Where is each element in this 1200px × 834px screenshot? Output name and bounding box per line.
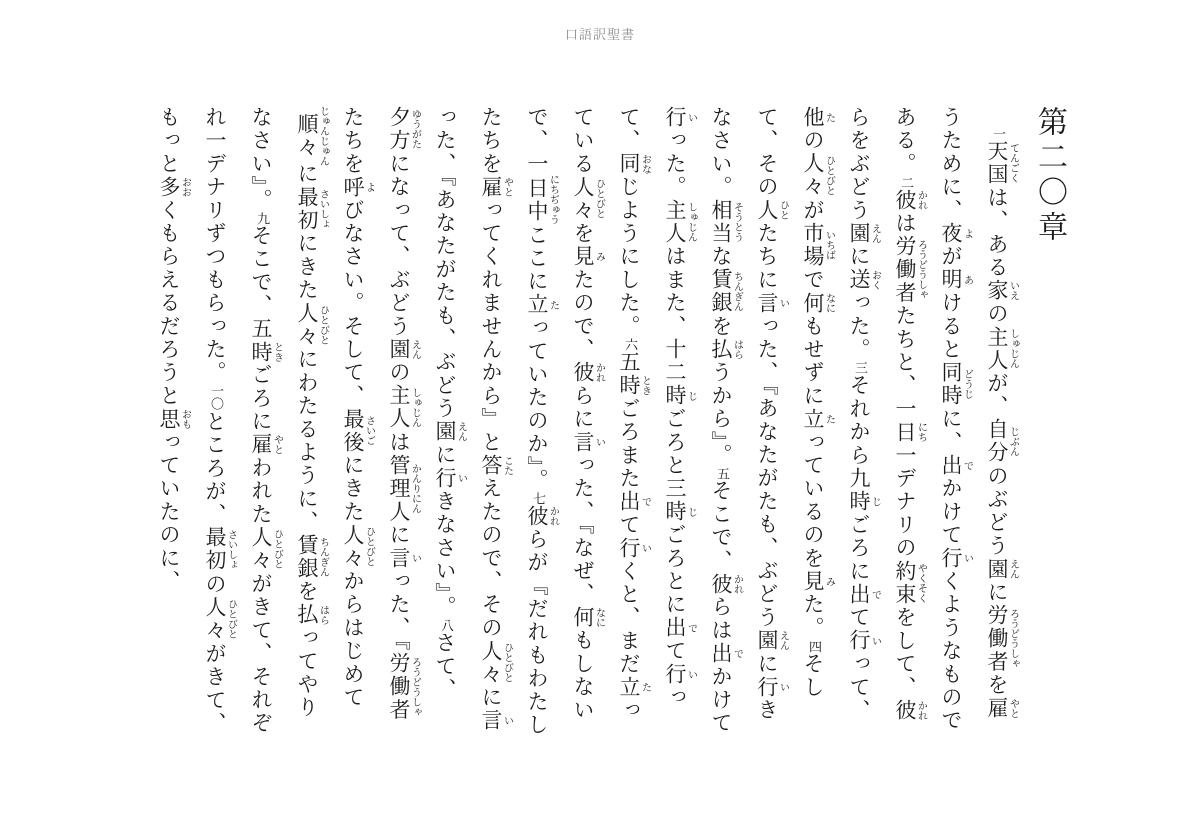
text-segment: を: [709, 314, 733, 339]
text-segment: うから』。: [709, 361, 733, 467]
furigana-segment: 行い: [663, 106, 697, 130]
furigana-segment: 相当そうとう: [709, 198, 743, 246]
verse-number: 三: [852, 361, 867, 375]
verse-number: 二: [898, 175, 913, 189]
text-segment: に: [755, 652, 779, 676]
text-segment: のぶどう: [985, 464, 1009, 558]
furigana-segment: 人々ひとびと: [341, 523, 375, 571]
passage-text: [146, 106, 1020, 738]
furigana-segment: 最初さいしょ: [295, 185, 329, 233]
furigana-segment: 園えん: [433, 420, 467, 444]
furigana-segment: 労働者ろうどうしゃ: [893, 235, 927, 305]
furigana-segment: 言い: [755, 291, 789, 315]
text-segment: に: [433, 443, 457, 467]
furigana-segment: 行い: [617, 536, 651, 560]
text-segment: ここに: [525, 223, 549, 294]
furigana-segment: 人々ひとびと: [479, 639, 513, 687]
text-segment: に: [985, 580, 1009, 605]
furigana-segment: 主人しゅじん: [985, 325, 1019, 373]
text-segment: は: [893, 211, 917, 236]
text-segment: た。: [801, 593, 825, 640]
furigana-segment: 時じ: [663, 384, 697, 408]
furigana-segment: 自分じぶん: [985, 418, 1019, 465]
verse-number: 一: [990, 127, 1005, 140]
text-segment: に: [295, 162, 319, 186]
text-segment: の: [801, 129, 825, 153]
text-segment: が: [939, 245, 963, 269]
furigana-segment: 賃銀ちんぎん: [295, 533, 329, 581]
furigana-segment: 日にち: [893, 420, 927, 444]
furigana-segment: 同時どうじ: [939, 361, 973, 408]
text-segment: っていたのに、: [157, 430, 181, 594]
furigana-segment: 言い: [387, 546, 421, 571]
furigana-segment: 時とき: [617, 374, 651, 398]
verse-number: 一〇: [208, 384, 223, 411]
text-segment: それから九: [847, 374, 871, 491]
furigana-segment: 雇やと: [479, 175, 513, 199]
furigana-segment: 出で: [617, 490, 651, 514]
text-segment: っているのを: [801, 430, 825, 571]
furigana-segment: 彼かれ: [525, 504, 559, 528]
text-segment: びなさい。そして、: [341, 198, 365, 408]
verse-number: 九: [254, 211, 269, 225]
furigana-segment: 他た: [801, 106, 835, 130]
furigana-segment: 園えん: [847, 222, 881, 246]
text-segment: って、: [617, 106, 687, 710]
furigana-segment: 人ひと: [755, 198, 789, 223]
text-segment: った、『なぜ、: [571, 454, 595, 606]
text-segment: がきて、もっと: [157, 106, 227, 736]
text-segment: らをぶどう: [847, 106, 871, 222]
text-segment: を: [571, 222, 595, 246]
text-segment: われた: [249, 456, 273, 527]
text-segment: の: [985, 302, 1009, 326]
text-segment: て: [617, 513, 641, 537]
text-segment: にきた: [295, 232, 319, 302]
text-segment: 五: [617, 351, 641, 375]
furigana-segment: 約束やくそく: [893, 559, 927, 607]
text-segment: をして、: [893, 606, 917, 700]
furigana-segment: 人々ひとびと: [571, 175, 605, 223]
text-segment: に: [479, 686, 503, 710]
furigana-segment: 何なに: [801, 291, 835, 315]
furigana-segment: 行い: [755, 675, 789, 699]
furigana-segment: 順々じゅんじゅん: [295, 106, 329, 166]
furigana-segment: 時じ: [663, 500, 697, 524]
text-segment: たちに: [755, 222, 779, 292]
text-segment: の: [387, 361, 411, 385]
furigana-segment: 人々ひとびと: [801, 152, 835, 199]
furigana-segment: 立た: [617, 675, 651, 700]
text-segment: で: [801, 268, 825, 292]
text-segment: ところが、: [203, 410, 227, 527]
furigana-segment: 送おく: [847, 268, 881, 292]
text-segment: かけて: [939, 477, 963, 547]
furigana-segment: 夜よ: [939, 222, 973, 246]
text-segment: がきて、それぞれ一デナリずつもらった。: [203, 106, 273, 735]
furigana-segment: 時とき: [249, 340, 283, 364]
text-segment: らは: [709, 595, 733, 643]
furigana-segment: 主人しゅじん: [387, 384, 421, 431]
text-segment: に: [847, 245, 871, 269]
text-segment: けると: [939, 291, 963, 362]
text-segment: は、ある: [985, 186, 1009, 280]
text-segment: かけて: [709, 665, 733, 735]
text-segment: たので、: [571, 268, 595, 362]
furigana-segment: 払はら: [295, 603, 329, 627]
furigana-segment: 思おも: [157, 407, 191, 431]
text-segment: った、『: [387, 570, 411, 653]
scripture-block: [146, 106, 1078, 738]
text-segment: が、: [985, 372, 1009, 419]
furigana-segment: 夕方ゆうがた: [387, 106, 421, 153]
document-title: 口語訳聖書: [564, 28, 635, 43]
text-segment: ってやりなさい』。: [249, 106, 319, 720]
text-segment: らが『だれもわたしたちを: [479, 106, 549, 737]
furigana-segment: 出で: [709, 642, 743, 666]
text-segment: たちと、一: [893, 304, 917, 421]
furigana-segment: 園えん: [985, 557, 1019, 581]
text-segment: らに: [571, 384, 595, 431]
text-segment: くもらえるだろうと: [157, 198, 181, 408]
furigana-segment: 賃銀ちんぎん: [709, 268, 743, 315]
text-segment: て: [663, 639, 687, 663]
text-segment: もせずに: [801, 314, 825, 408]
furigana-segment: 雇やと: [249, 433, 283, 457]
furigana-segment: 行い: [847, 629, 881, 653]
text-segment: に: [387, 523, 411, 547]
furigana-segment: 雇やと: [985, 696, 1019, 721]
text-segment: に、: [939, 407, 963, 455]
text-segment: った、『あなたがたも、ぶどう: [755, 314, 779, 630]
furigana-segment: 人々ひとびと: [203, 596, 237, 643]
text-segment: ごろと三: [663, 407, 687, 501]
furigana-segment: 主人しゅじん: [663, 198, 697, 246]
text-segment: もしないで、一: [525, 106, 595, 722]
text-segment: うために、: [939, 106, 963, 222]
text-segment: ごろまた: [617, 397, 641, 491]
furigana-segment: 明あ: [939, 268, 973, 292]
furigana-segment: 人々ひとびと: [295, 301, 329, 349]
text-segment: きなさい』。: [433, 489, 457, 619]
furigana-segment: 労働者ろうどうしゃ: [985, 604, 1019, 674]
furigana-segment: 見み: [801, 570, 835, 594]
text-segment: った。: [847, 291, 871, 362]
furigana-segment: 出で: [847, 583, 881, 607]
furigana-segment: 日中にちぢゅう: [525, 174, 559, 225]
furigana-segment: 行い: [939, 546, 973, 571]
verse-number: 四: [806, 639, 821, 653]
furigana-segment: 園えん: [755, 629, 789, 653]
text-segment: っている: [571, 106, 641, 723]
furigana-segment: 言い: [479, 709, 513, 733]
text-segment: の: [203, 572, 227, 597]
text-segment: そして、その: [755, 106, 825, 700]
furigana-segment: 労働者ろうどうしゃ: [387, 652, 421, 722]
furigana-segment: 天国てんごく: [985, 140, 1019, 187]
furigana-segment: 何なに: [571, 605, 605, 630]
text-segment: は: [387, 430, 411, 455]
furigana-segment: 立た: [801, 407, 835, 431]
text-segment: そこで、: [709, 479, 733, 573]
furigana-segment: 言い: [571, 430, 605, 455]
furigana-segment: 見み: [571, 245, 605, 269]
text-segment: ごろとに: [663, 523, 687, 617]
verse-number: 五: [714, 466, 729, 480]
verse-number: 八: [438, 618, 453, 632]
furigana-segment: 多おお: [157, 175, 191, 199]
furigana-segment: 立た: [525, 293, 559, 317]
text-segment: そこで、五: [249, 224, 273, 341]
furigana-segment: 家いえ: [985, 279, 1019, 303]
text-segment: にきた: [341, 454, 365, 524]
text-segment: にわたるように、: [295, 348, 319, 534]
furigana-segment: 彼かれ: [571, 361, 605, 385]
text-segment: くと、まだ: [617, 559, 641, 676]
verse-number: 六: [622, 338, 637, 352]
text-segment: ってくれませんから』と: [479, 198, 503, 455]
verse-number: 七: [530, 491, 545, 505]
text-segment: じようにした。: [617, 175, 641, 339]
text-segment: を: [985, 673, 1009, 697]
furigana-segment: 彼かれ: [893, 188, 927, 212]
text-segment: さて、: [433, 631, 457, 702]
furigana-segment: 園えん: [387, 338, 421, 362]
chapter-heading: 第二〇章: [1032, 106, 1067, 246]
text-segment: はまた、十二: [663, 245, 687, 385]
furigana-segment: 行い: [663, 662, 697, 687]
text-segment: が: [801, 198, 825, 223]
text-segment: ごろに: [847, 513, 871, 584]
furigana-segment: 出で: [939, 454, 973, 478]
furigana-segment: 答こた: [479, 454, 513, 478]
furigana-segment: 最後さいご: [341, 407, 375, 455]
text-segment: くようなものである。: [893, 106, 963, 733]
text-segment: った、『あなたがたも、ぶどう: [433, 106, 457, 421]
text-segment: った。: [663, 129, 687, 199]
furigana-segment: 同おな: [617, 152, 651, 176]
furigana-segment: 時じ: [847, 490, 881, 514]
text-segment: っていたのか』。: [525, 316, 549, 492]
furigana-segment: 人々ひとびと: [249, 526, 283, 573]
furigana-segment: 呼よ: [341, 175, 375, 199]
text-segment: からはじめて: [341, 570, 365, 710]
text-segment: 一デナリの: [893, 443, 917, 560]
text-segment: って、: [847, 652, 871, 723]
text-segment: て: [847, 606, 871, 630]
furigana-segment: 彼かれ: [709, 572, 743, 596]
furigana-segment: 行い: [433, 466, 467, 490]
text-segment: えたので、その: [479, 477, 503, 640]
text-segment: たちを: [341, 106, 365, 176]
text-segment: な: [709, 245, 733, 269]
text-segment: になって、ぶどう: [387, 152, 411, 339]
text-segment: を: [295, 580, 319, 604]
furigana-segment: 彼かれ: [893, 699, 927, 723]
furigana-segment: 払はら: [709, 338, 743, 362]
furigana-segment: 出で: [663, 616, 697, 640]
text-segment: ごろに: [249, 363, 273, 434]
furigana-segment: 市場いちば: [801, 222, 835, 269]
text-segment: きなさい。: [709, 106, 779, 722]
furigana-segment: 管理人かんりにん: [387, 454, 421, 524]
furigana-segment: 最初さいしょ: [203, 526, 237, 573]
